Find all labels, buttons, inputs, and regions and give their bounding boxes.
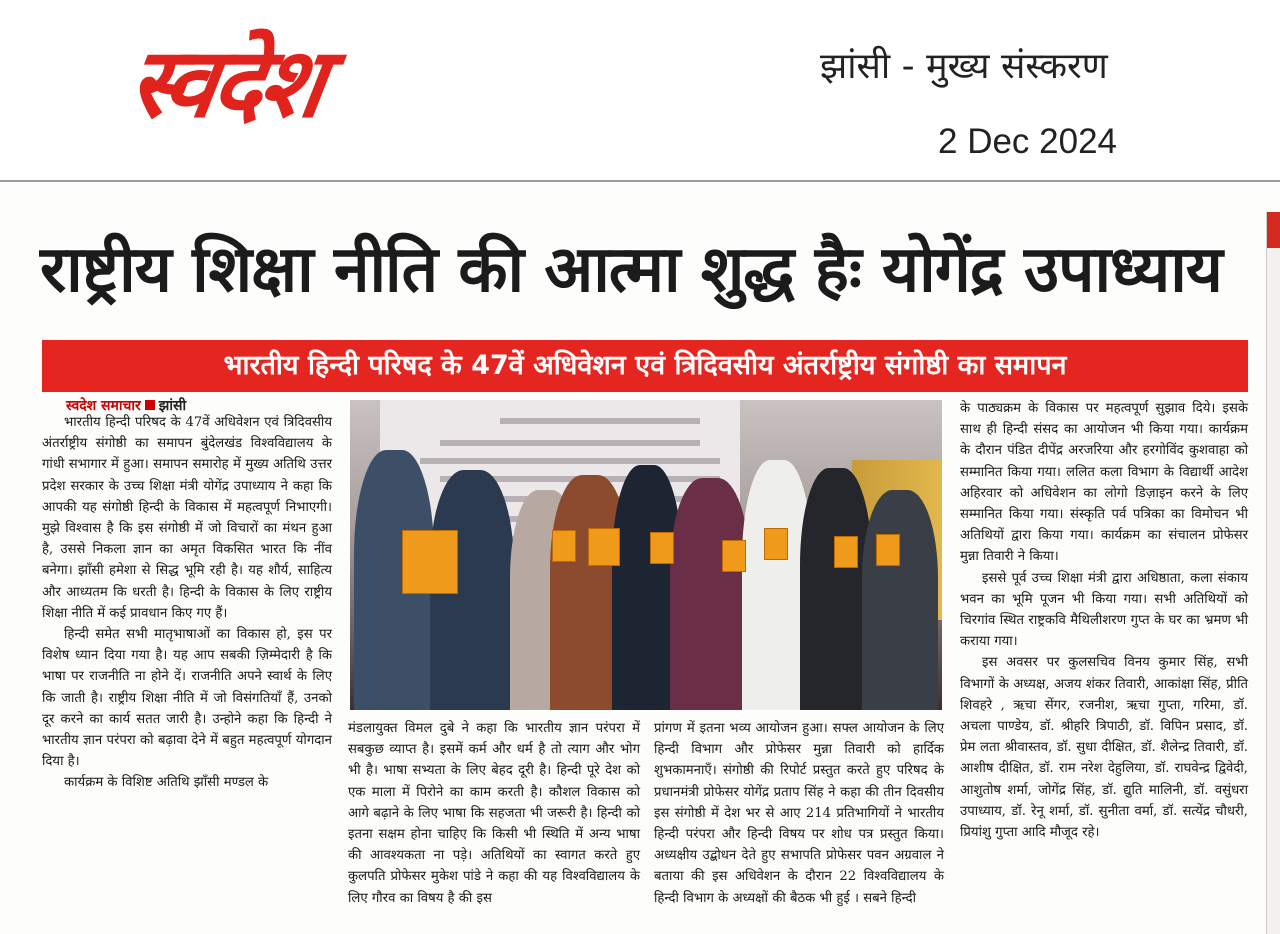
edition-label: झांसी - मुख्य संस्करण bbox=[820, 46, 1108, 87]
square-bullet-icon bbox=[145, 400, 155, 410]
paragraph: मंडलायुक्त विमल दुबे ने कहा कि भारतीय ज्ञान परंपरा में सबकुछ व्याप्त है। इसमें कर्म और धर्म है तो त्याग और भोग भी है। भाषा सभ्यता के लिए बेहद दूरी है। हिन्दी पूरे देश को एक माला में पिरोने का काम करती है। कौशल विकास को आगे बढ़ाने के लिए भाषा कि सहजता भी जरूरी है। हिन्दी को इतना सक्षम होना चाहिए कि किसी भी स्थिति में अन्य भाषा की आवश्यकता ना पड़े। अतिथियों का स्वागत करते हुए कुलपति प्रोफेसर मुकेश पांडे ने कहा की यह विश्वविद्यालय के लिए गौरव का विषय है की इस bbox=[348, 721, 640, 906]
paragraph: कार्यक्रम के विशिष्ट अतिथि झाँसी मण्डल के bbox=[64, 775, 269, 791]
paragraph: इस अवसर पर कुलसचिव विनय कुमार सिंह, सभी विभागों के अध्यक्ष, अजय शंकर तिवारी, आकांक्षा सिंह, प्रीति शिवहरे , ऋचा सेंगर, रजनीश, ऋचा गुप्ता, गरिमा, डॉ. अचला पाण्डेय, डॉ. श्रीहरि त्रिपाठी, डॉ. विपिन प्रसाद, डॉ. प्रेम लता श्रीवास्तव, डॉ. सुधा दीक्षित, डॉ. शैलेन्द्र तिवारी, डॉ. आशीष दीक्षित, डॉ. राम नरेश देहुलिया, डॉ. राघवेन्द्र द्विवेदी, आशुतोष शर्मा, जोगेंद्र सिंह, डॉ. द्युति मालिनी, डॉ. वसुंधरा उपाध्याय, डॉ. रेनू शर्मा, डॉ. सुनीता वर्मा, डॉ. सत्येंद्र चौधरी, प्रियांशु गुप्ता आदि मौजूद रहे। bbox=[960, 655, 1248, 841]
article-column-1 bbox=[42, 412, 332, 794]
article-subheadline: भारतीय हिन्दी परिषद के 47वें अधिवेशन एवं त्रिदिवसीय अंतर्राष्ट्रीय संगोष्ठी का समापन bbox=[42, 340, 1248, 392]
newspaper-logo: स्वदेश bbox=[122, 27, 329, 139]
article-column-4 bbox=[960, 398, 1248, 843]
byline-city: झांसी bbox=[158, 398, 187, 414]
paragraph: भारतीय हिन्दी परिषद के 47वें अधिवेशन एवं त्रिदिवसीय अंतर्राष्ट्रीय संगोष्ठी का समापन बुंदेलखंड विश्वविद्यालय के गांधी सभागार में हुआ। समापन समारोह में मुख्य अतिथि उत्तर प्रदेश सरकार के उच्च शिक्षा मंत्री योगेंद्र उपाध्याय ने कहा कि आपकी यह संगोष्ठी हिन्दी के विकास में महत्वपूर्ण निभाएगी। मुझे विश्वास है कि इस संगोष्ठी में जो विचारों का मंथन हुआ है, उससे निकला ज्ञान का अमृत विकसित भारत कि नींव बनेगा। झाँसी हमेशा से सिद्ध भूमि रही है। यह शौर्य, साहित्य और आध्यतम कि धरती है। हिन्दी के विकास के लिए राष्ट्रीय शिक्षा नीति में कई प्रावधान किए गए हैं। bbox=[42, 415, 332, 621]
paragraph: इससे पूर्व उच्च शिक्षा मंत्री द्वारा अधिष्ठाता, कला संकाय भवन का भूमि पूजन भी किया गया। सभी अतिथियों को चिरगांव स्थित राष्ट्रकवि मैथिलीशरण गुप्त के घर का भ्रमण भी कराया गया। bbox=[960, 570, 1248, 650]
edition-date: 2 Dec 2024 bbox=[938, 122, 1118, 161]
article-column-3 bbox=[654, 718, 944, 909]
article-column-2 bbox=[348, 718, 640, 909]
paragraph: प्रांगण में इतना भव्य आयोजन हुआ। सफ्ल आयोजन के लिए हिन्दी विभाग और प्रोफेसर मुन्ना तिवारी को हार्दिक शुभकामनाएँ। संगोष्ठी की रिपोर्ट प्रस्तुत करते हुए परिषद के प्रधानमंत्री प्रोफेसर योगेंद्र प्रताप सिंह ने कहा की तीन दिवसीय इस संगोष्ठी में देश भर से आए 214 प्रतिभागियों ने भारतीय हिन्दी परंपरा और हिन्दी विषय पर शोध पत्र प्रस्तुत किया। अध्यक्षीय उद्बोधन देते हुए सभापति प्रोफेसर पवन अग्रवाल ने बताया की इस अधिवेशन के दौरान 22 विश्वविद्यालय के हिन्दी विभाग के अध्यक्षों की बैठक भी हुई । सबने हिन्दी bbox=[654, 721, 944, 906]
paragraph: के पाठ्यक्रम के विकास पर महत्वपूर्ण सुझाव दिये। इसके साथ ही हिन्दी संसद का आयोजन भी किया गया। कार्यक्रम के दौरान पंडित दीपेंद्र अरजरिया और हरगोविंद कुशवाहा को सम्मानित किया गया। ललित कला विभाग के विद्यार्थी आदेश अहिरवार को अधिवेशन का लोगो डिज़ाइन करने के लिए सम्मानित किया गया। संस्कृति पर्व पत्रिका का विमोचन भी अतिथियों द्वारा किया गया। कार्यक्रम का संचालन प्रोफेसर मुन्ना तिवारी ने किया। bbox=[960, 401, 1248, 565]
event-photo bbox=[350, 400, 942, 710]
adjacent-page-edge bbox=[1266, 212, 1280, 934]
byline-source: स्वदेश समाचार bbox=[66, 398, 141, 414]
article-headline: राष्ट्रीय शिक्षा नीति की आत्मा शुद्ध हैः योगेंद्र उपाध्याय bbox=[40, 233, 1222, 307]
masthead bbox=[0, 0, 1280, 182]
paragraph: हिन्दी समेत सभी मातृभाषाओं का विकास हो, इस पर विशेष ध्यान दिया गया है। यह आप सबकी ज़िम्मेदारी है कि भाषा पर राजनीति ना होने दें। राजनीति अपने स्वार्थ के लिए कि जाती है। राष्ट्रीय शिक्षा नीति में जो विसंगतियाँ हैं, उनको दूर करने का कार्य सतत जारी है। उन्होने कहा कि हिन्दी ने भारतीय ज्ञान परंपरा को बढ़ावा देने में बहुत महत्वपूर्ण योगदान दिया है। bbox=[42, 627, 332, 770]
